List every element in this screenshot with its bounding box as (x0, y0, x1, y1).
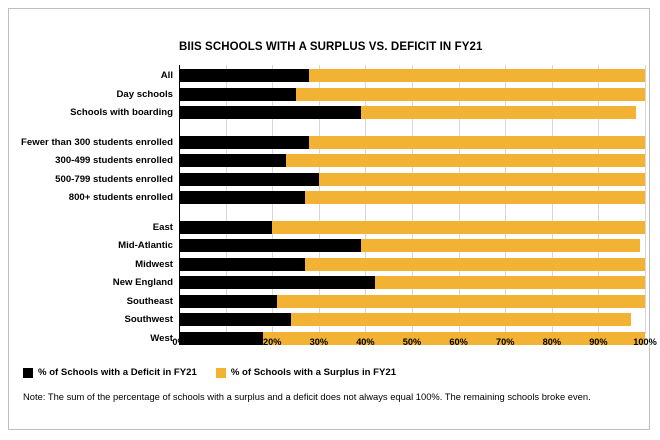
x-axis-tick-label: 0% (172, 337, 186, 347)
legend-item-deficit (23, 367, 197, 378)
bar-segment-deficit (179, 173, 319, 186)
bar-segment-surplus (305, 191, 645, 204)
category-label: Southwest (124, 314, 173, 325)
x-axis-tick-label: 90% (589, 337, 608, 347)
plot-area (179, 65, 645, 334)
category-label: Day schools (116, 88, 173, 100)
bar-segment-surplus (361, 106, 636, 119)
category-label: 800+ students enrolled (68, 192, 173, 203)
x-axis-tick-label: 10% (216, 337, 235, 347)
bar-segment-surplus (361, 239, 641, 252)
bar-segment-deficit (179, 106, 361, 119)
legend-swatch-surplus (216, 368, 226, 378)
bar-row (179, 69, 645, 82)
x-axis-tick-label: 70% (495, 337, 515, 347)
x-axis-tick-label: 80% (542, 337, 561, 347)
category-axis-labels (9, 65, 173, 344)
category-label: Midwest (135, 258, 173, 270)
legend-label-deficit: % of Schools with a Deficit in FY21 (38, 367, 197, 378)
category-label: West (150, 332, 173, 344)
bar-row (179, 106, 645, 119)
bar-row (179, 88, 645, 101)
legend-label-surplus: % of Schools with a Surplus in FY21 (230, 367, 397, 378)
bar-row (179, 173, 645, 186)
bar-row (179, 136, 645, 149)
category-label: Southeast (126, 295, 173, 307)
bar-segment-surplus (272, 221, 645, 234)
x-axis-tick-label: 20% (262, 337, 282, 347)
bar-segment-surplus (291, 313, 631, 326)
bar-segment-deficit (179, 136, 309, 149)
x-axis-tick-label: 40% (356, 337, 375, 347)
bar-segment-deficit (179, 154, 286, 167)
bar-segment-surplus (286, 154, 645, 167)
x-axis-tick-label: 30% (309, 337, 328, 347)
chart-legend (23, 367, 410, 378)
chart-title: BIIS SCHOOLS WITH A SURPLUS VS. DEFICIT IN FY21 (179, 41, 483, 53)
bar-segment-deficit (179, 239, 361, 252)
category-label: 500-799 students enrolled (55, 173, 173, 185)
x-axis-tick-label: 100% (633, 337, 657, 347)
chart-note: Note: The sum of the percentage of schools with a surplus and a deficit does not always equal 100%. The remaining schools broke even. (23, 391, 591, 402)
bar-segment-deficit (179, 295, 277, 308)
bar-segment-surplus (309, 69, 645, 82)
chart-card (8, 8, 657, 430)
legend-item-surplus (216, 367, 396, 378)
category-label: Fewer than 300 students enrolled (21, 136, 173, 148)
bar-segment-surplus (319, 173, 645, 186)
bar-segment-surplus (277, 295, 645, 308)
x-axis-tick-label: 50% (402, 337, 422, 347)
bar-row (179, 313, 645, 326)
category-label: New England (112, 277, 173, 288)
bar-segment-deficit (179, 221, 272, 234)
value-axis-labels (172, 337, 657, 351)
bar-segment-deficit (179, 258, 305, 271)
category-label: All (160, 70, 173, 81)
bar-row (179, 239, 645, 252)
category-label: Mid-Atlantic (118, 240, 173, 251)
bar-row (179, 258, 645, 271)
bar-segment-surplus (375, 276, 645, 289)
bar-segment-deficit (179, 276, 375, 289)
legend-swatch-deficit (23, 368, 33, 378)
category-label: East (152, 221, 173, 233)
category-label: 300-499 students enrolled (55, 155, 173, 166)
bar-segment-deficit (179, 88, 296, 101)
category-label: Schools with boarding (70, 107, 173, 118)
bar-segment-deficit (179, 191, 305, 204)
bar-segment-deficit (179, 313, 291, 326)
gridline (645, 65, 646, 334)
bar-row (179, 276, 645, 289)
bar-segment-surplus (296, 88, 646, 101)
bar-row (179, 295, 645, 308)
bar-segment-surplus (305, 258, 645, 271)
x-axis-tick-label: 60% (449, 337, 468, 347)
bar-segment-surplus (309, 136, 645, 149)
bar-segment-deficit (179, 69, 309, 82)
bar-row (179, 221, 645, 234)
bar-row (179, 154, 645, 167)
bar-row (179, 191, 645, 204)
